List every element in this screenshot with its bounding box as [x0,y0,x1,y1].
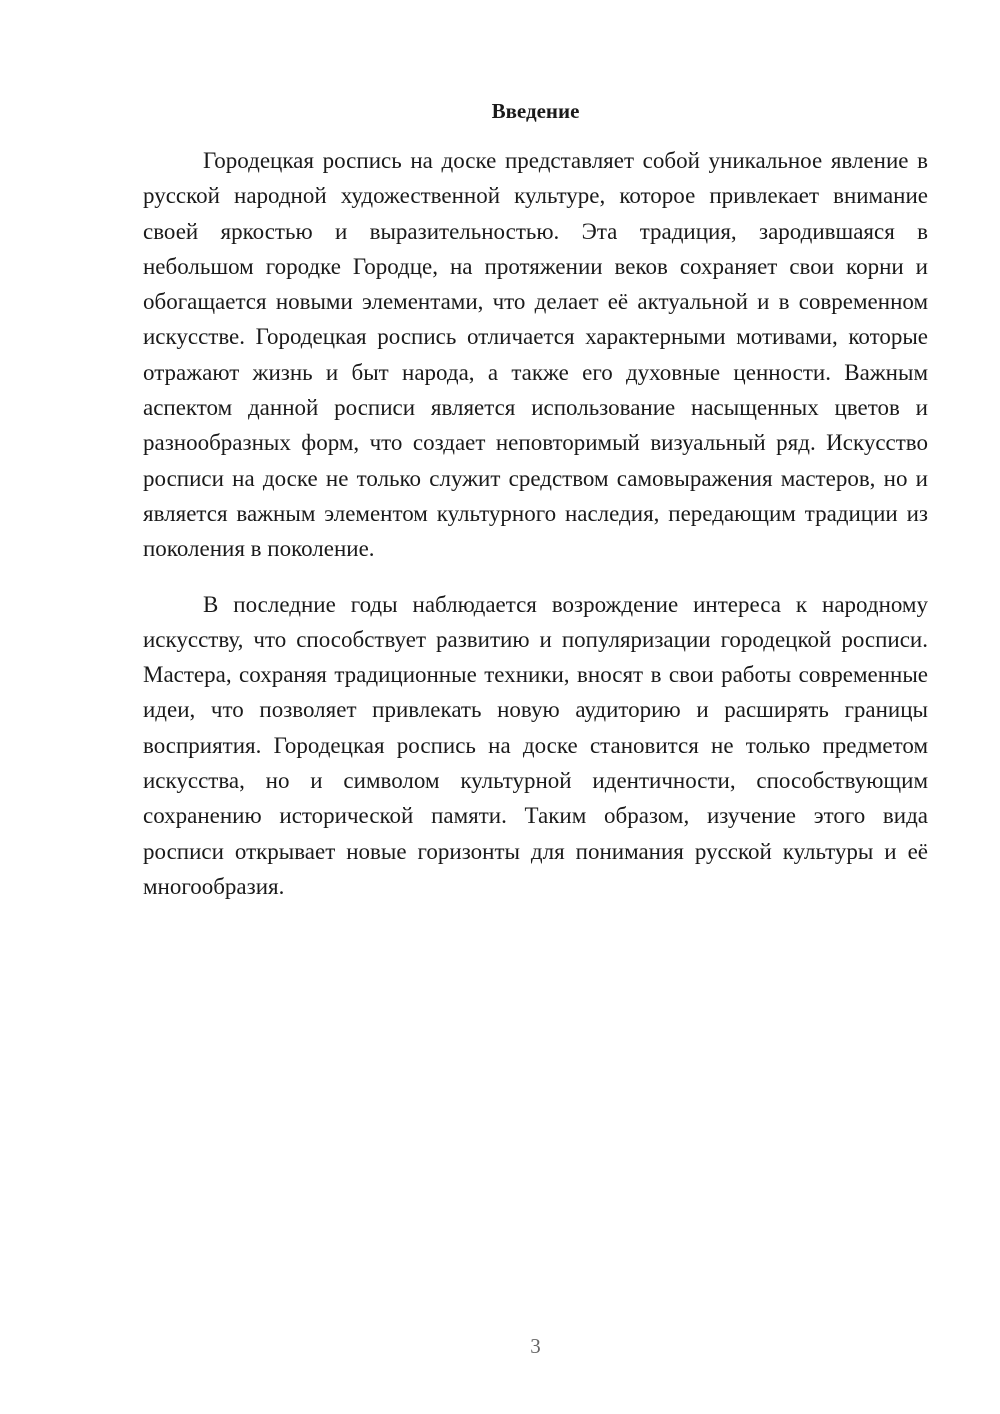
paragraph-1: Городецкая роспись на доске представляет собой уникальное явление в русской народной художественной культуре, которое привлекает внимание своей яркостью и выразительностью. Эта традиция, зародившаяся в небольшом городке Городце, на протяжении веков сохраняет свои корни и обогащается новыми элементами, что делает её актуальной и в современном искусстве. Городецкая роспись отличается характерными мотивами, которые отражают жизнь и быт народа, а также его духовные ценности. Важным аспектом данной росписи является использование насыщенных цветов и разнообразных форм, что создает неповторимый визуальный ряд. Искусство росписи на доске не только служит средством самовыражения мастеров, но и является важным элементом культурного наследия, передающим традиции из поколения в поколение. [143,148,928,562]
page-number: 3 [530,1334,541,1358]
section-heading: Введение [491,99,580,123]
document-body [143,143,928,904]
paragraph-2: В последние годы наблюдается возрождение интереса к народному искусству, что способствует развитию и популяризации городецкой росписи. Мастера, сохраняя традиционные техники, вносят в свои работы современные идеи, что позволяет привлекать новую аудиторию и расширять границы восприятия. Городецкая роспись на доске становится не только предметом искусства, но и символом культурной идентичности, способствующим сохранению исторической памяти. Таким образом, изучение этого вида росписи открывает новые горизонты для понимания русской культуры и её многообразия. [143,591,928,899]
